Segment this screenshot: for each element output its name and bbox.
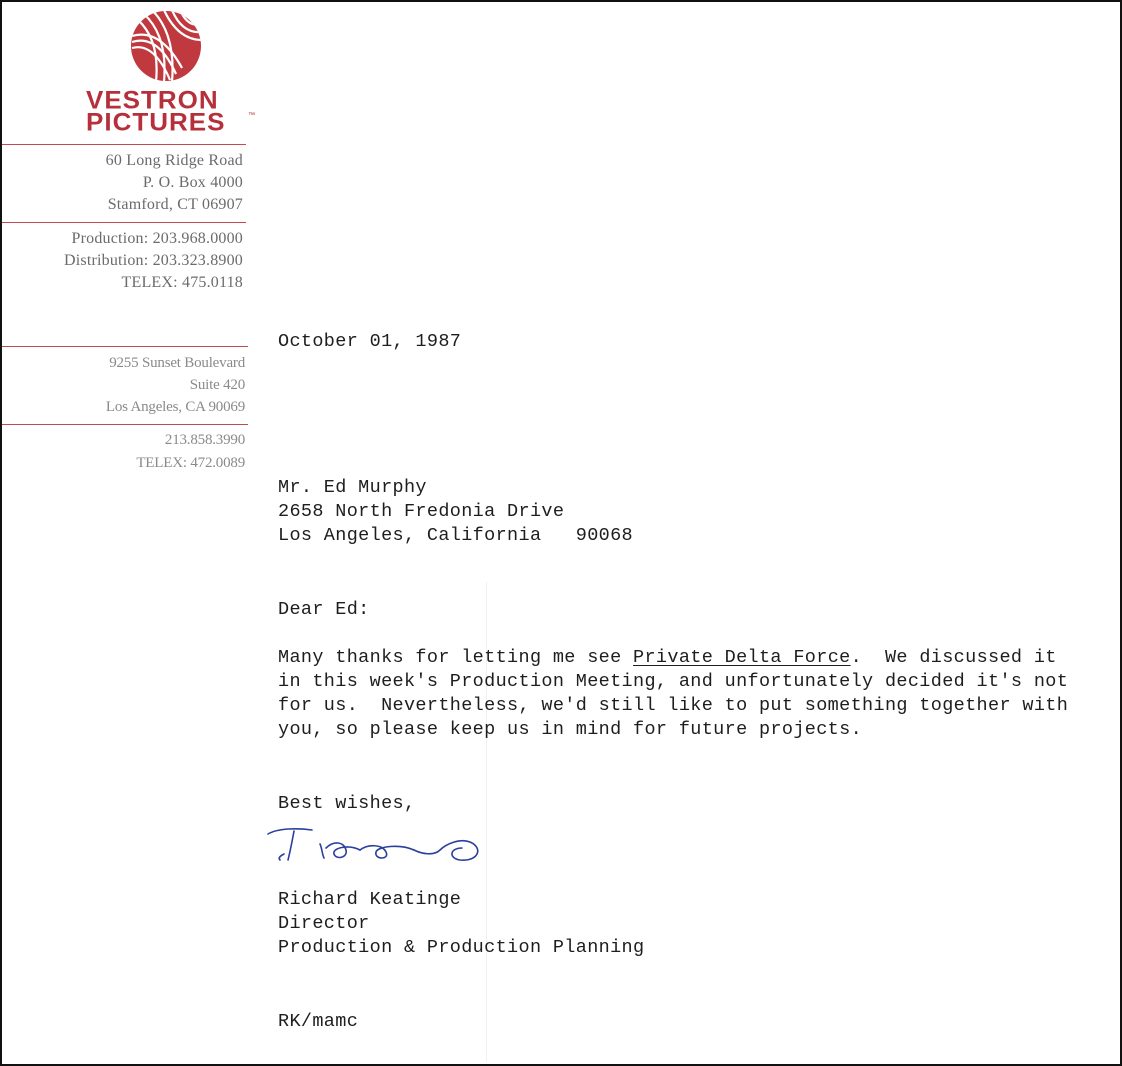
- vestron-logo-icon: [130, 10, 202, 82]
- west-address-line: 9255 Sunset Boulevard: [109, 355, 245, 371]
- east-phone-line: Distribution: 203.323.8900: [64, 252, 243, 269]
- body-line: you, so please keep us in mind for future projects.: [278, 719, 863, 740]
- company-name-line1: VESTRON: [86, 85, 219, 115]
- signer-name: Richard Keatinge: [278, 889, 462, 910]
- signer-department: Production & Production Planning: [278, 937, 645, 958]
- east-address-line: 60 Long Ridge Road: [105, 152, 243, 169]
- recipient-line: Mr. Ed Murphy: [278, 477, 427, 498]
- east-phone-line: TELEX: 475.0118: [121, 274, 243, 291]
- handwritten-signature: [264, 820, 492, 868]
- west-phone-line: TELEX: 472.0089: [136, 455, 245, 471]
- letterhead-divider: [2, 424, 248, 425]
- letterhead-divider: [2, 222, 246, 223]
- closing: Best wishes,: [278, 793, 416, 814]
- reference-initials: RK/mamc: [278, 1011, 359, 1032]
- letter-date: October 01, 1987: [278, 331, 462, 352]
- company-name-line2: PICTURES: [86, 107, 226, 137]
- body-line: for us. Nevertheless, we'd still like to put something together with: [278, 695, 1069, 716]
- east-address-line: P. O. Box 4000: [142, 174, 243, 191]
- signer-title: Director: [278, 913, 370, 934]
- project-title: Private Delta Force: [633, 647, 851, 668]
- west-address-line: Suite 420: [189, 377, 245, 393]
- letterhead-divider: [2, 346, 248, 347]
- body-line: [278, 646, 1057, 670]
- recipient-line: 2658 North Fredonia Drive: [278, 501, 565, 522]
- body-line-text: Many thanks for letting me see: [278, 647, 634, 668]
- body-line-text: . We discussed it: [850, 647, 1057, 668]
- west-address-line: Los Angeles, CA 90069: [105, 399, 245, 415]
- body-line: in this week's Production Meeting, and unfortunately decided it's not: [278, 671, 1069, 692]
- salutation: Dear Ed:: [278, 599, 370, 620]
- letterhead-divider: [2, 144, 246, 145]
- west-phone-line: 213.858.3990: [164, 432, 245, 448]
- east-address-line: Stamford, CT 06907: [107, 196, 243, 213]
- recipient-line: Los Angeles, California 90068: [278, 525, 634, 546]
- east-phone-line: Production: 203.968.0000: [71, 230, 243, 247]
- trademark-symbol: ™: [248, 112, 255, 119]
